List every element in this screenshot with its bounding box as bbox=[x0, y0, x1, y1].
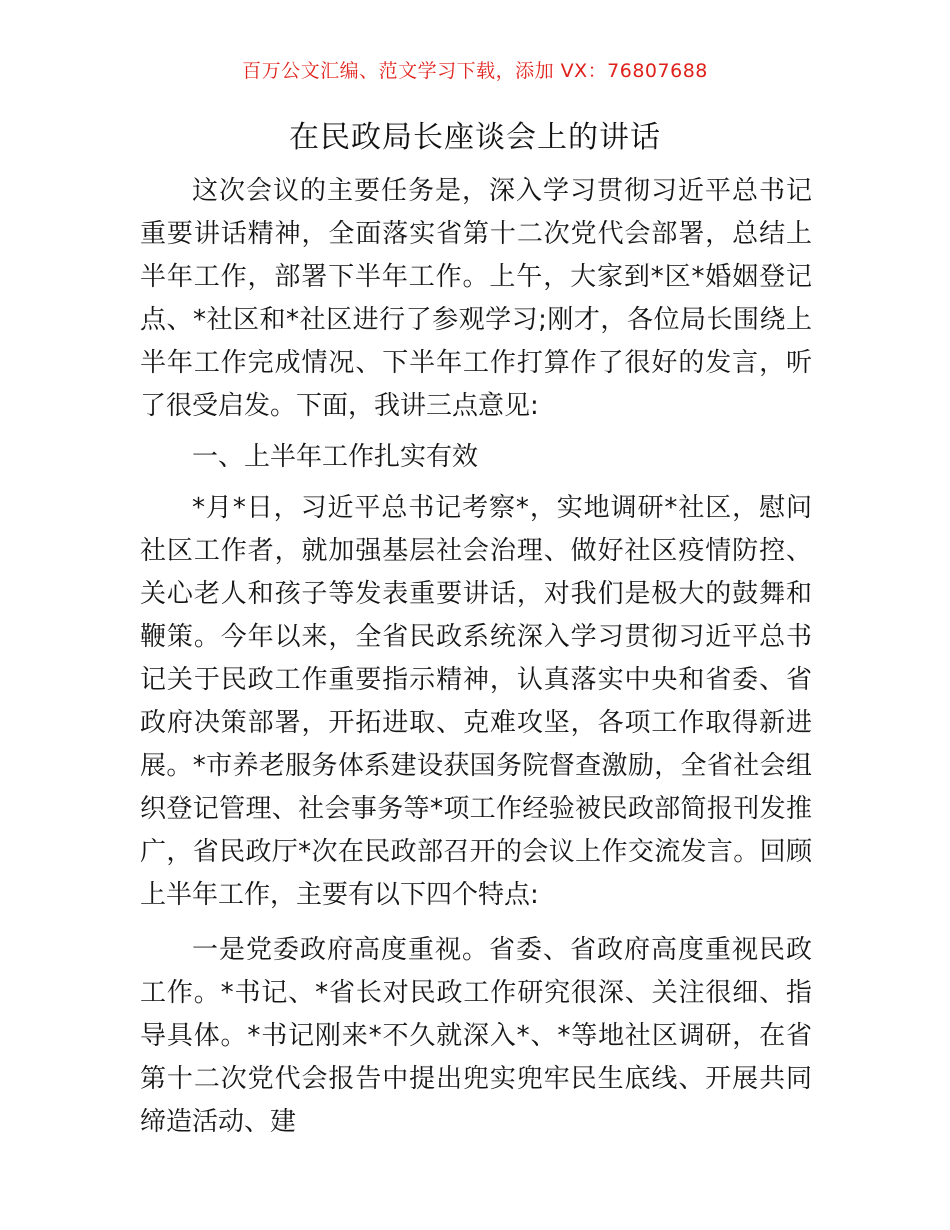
paragraph-point-1: 一是党委政府高度重视。省委、省政府高度重视民政工作。*书记、*省长对民政工作研究很深、关注很细、指导具体。*书记刚来*不久就深入*、*等地社区调研，在省第十二次党代会报告中提出兜实兜牢民生底线、开展共同缔造活动、建 bbox=[140, 935, 812, 1137]
header-banner: 百万公文汇编、范文学习下载，添加 VX：76807688 bbox=[242, 60, 708, 82]
document-title: 在民政局长座谈会上的讲话 bbox=[289, 120, 661, 155]
paragraph-intro: 这次会议的主要任务是，深入学习贯彻习近平总书记重要讲话精神，全面落实省第十二次党代会部署，总结上半年工作，部署下半年工作。上午，大家到*区*婚姻登记点、*社区和*社区进行了参观学习;刚才，各位局长围绕上半年工作完成情况、下半年工作打算作了很好的发言，听了很受启发。下面，我讲三点意见: bbox=[140, 176, 812, 421]
paragraph-review: *月*日，习近平总书记考察*，实地调研*社区，慰问社区工作者，就加强基层社会治理、做好社区疫情防控、关心老人和孩子等发表重要讲话，对我们是极大的鼓舞和鞭策。今年以来，全省民政系统深入学习贯彻习近平总书记关于民政工作重要指示精神，认真落实中央和省委、省政府决策部署，开拓进取、克难攻坚，各项工作取得新进展。*市养老服务体系建设获国务院督查激励，全省社会组织登记管理、社会事务等*项工作经验被民政部简报刊发推广，省民政厅*次在民政部召开的会议上作交流发言。回顾上半年工作，主要有以下四个特点: bbox=[140, 493, 812, 910]
section-heading-1: 一、上半年工作扎实有效 bbox=[192, 442, 479, 472]
document-body bbox=[140, 170, 812, 1144]
